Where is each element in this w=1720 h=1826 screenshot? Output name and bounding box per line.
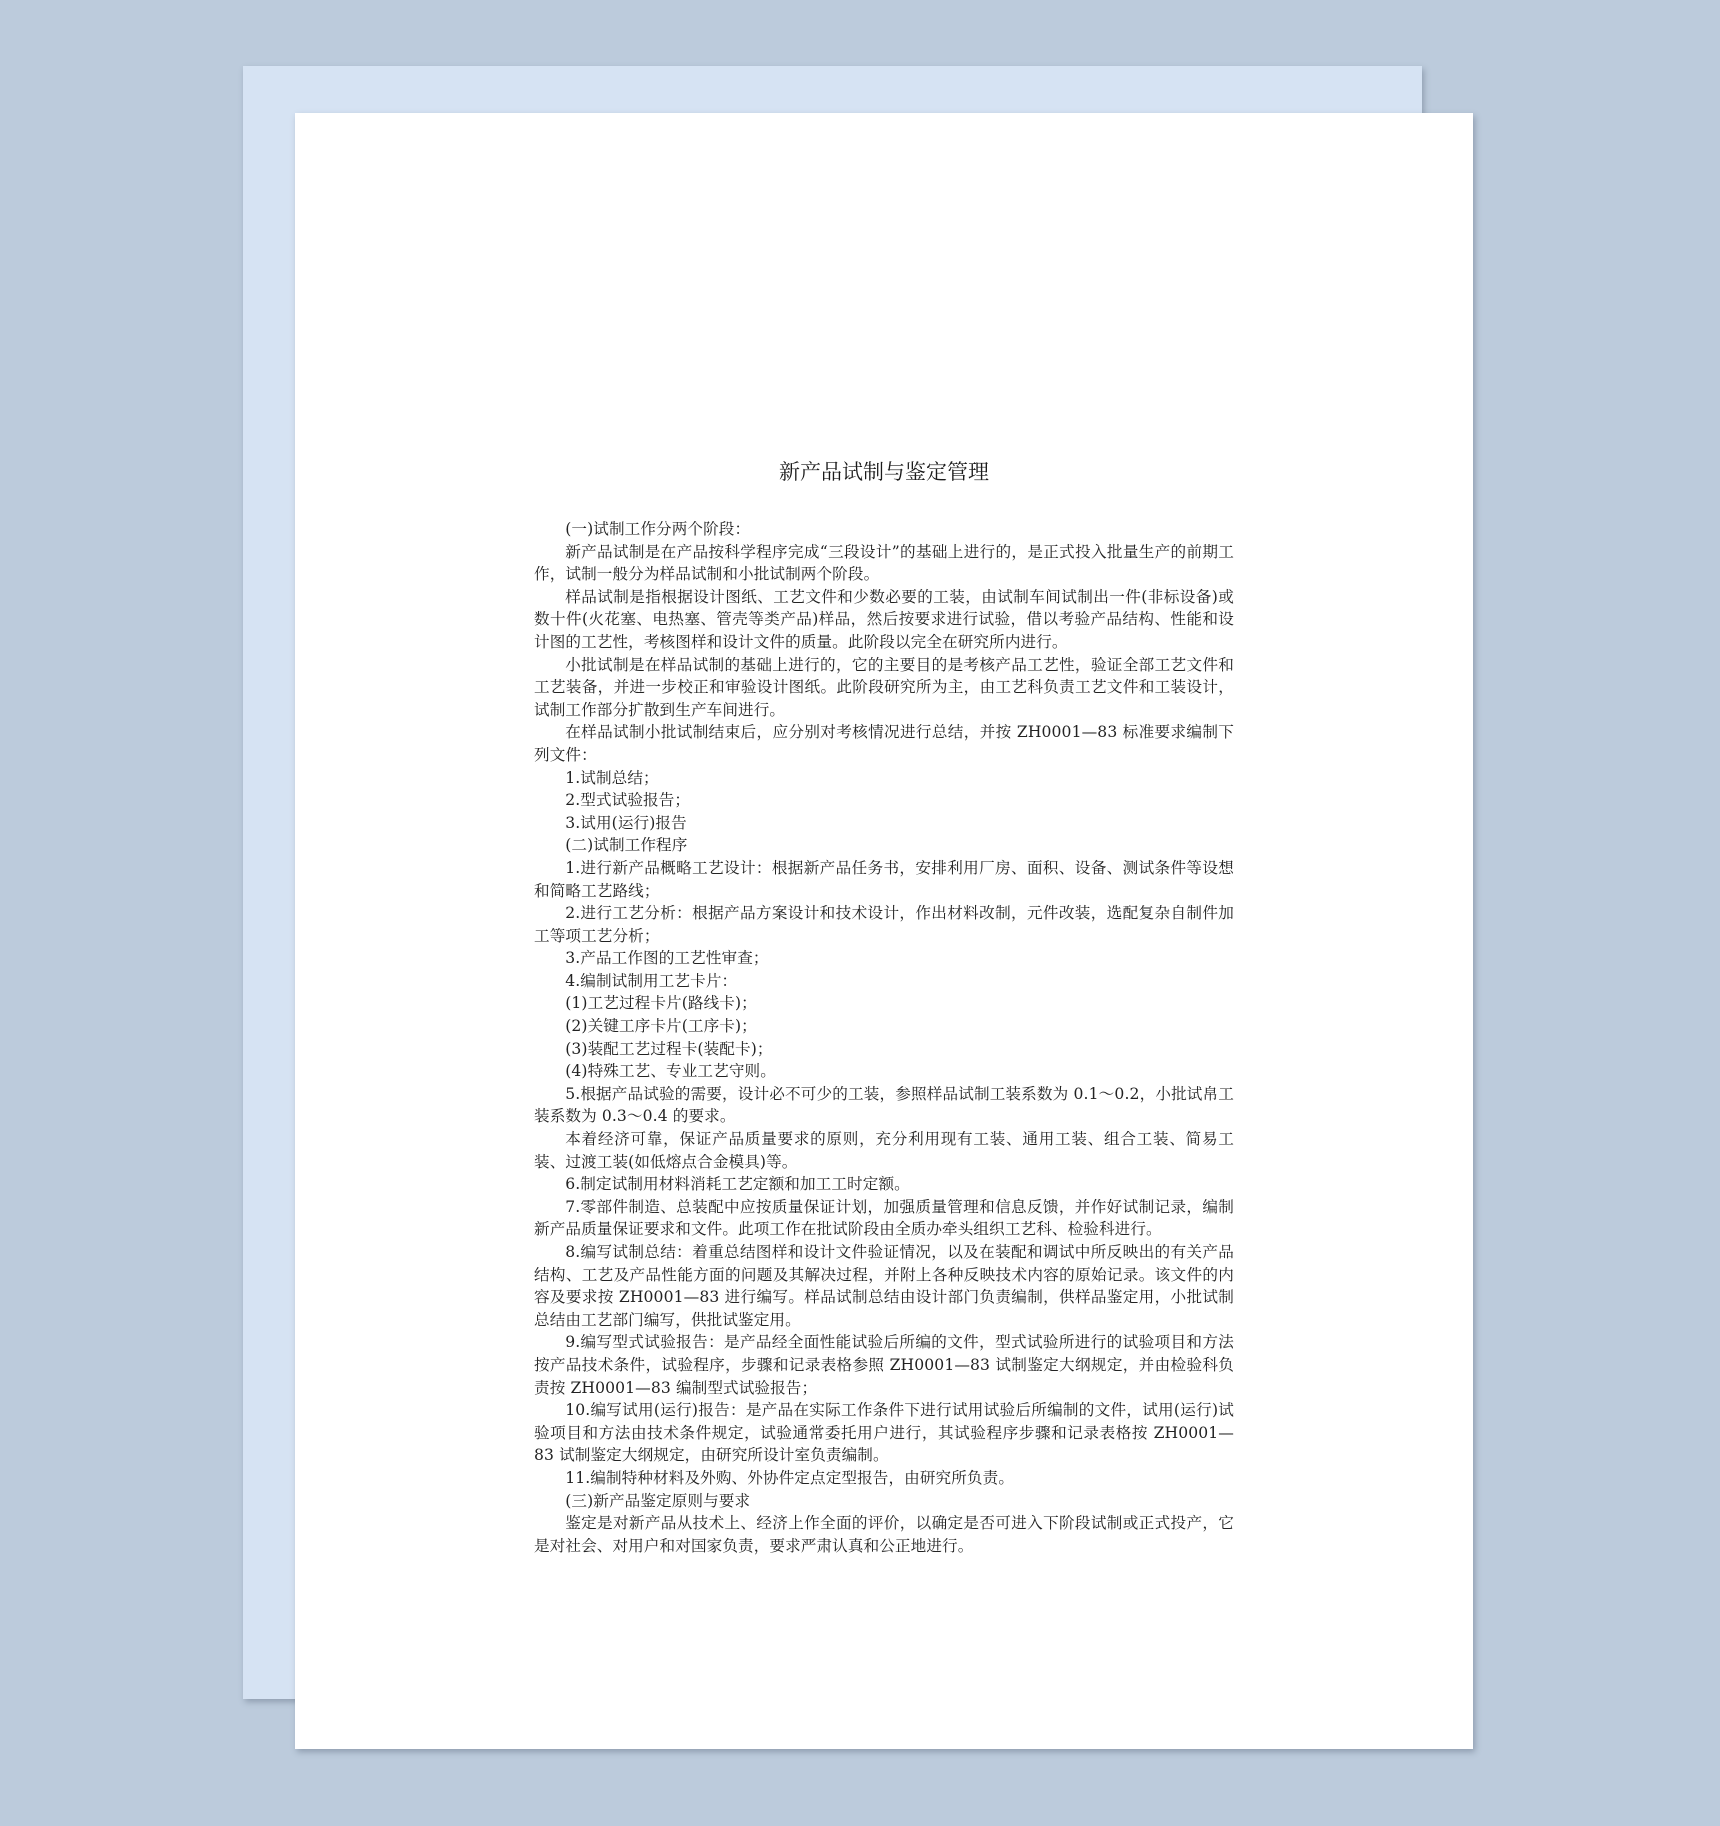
list-item: 9.编写型式试验报告：是产品经全面性能试验后所编的文件，型式试验所进行的试验项目和方法按产品技术条件，试验程序，步骤和记录表格参照 ZH0001—83 试制鉴定大纲规定，并由检验科负责按 ZH0001—83 编制型式试验报告； [534,1333,1234,1397]
list-item: (1)工艺过程卡片(路线卡)； [565,994,757,1013]
paragraph: 鉴定是对新产品从技术上、经济上作全面的评价，以确定是否可进入下阶段试制或正式投产，它是对社会、对用户和对国家负责，要求严肃认真和公正地进行。 [534,1514,1234,1555]
paragraph: 新产品试制是在产品按科学程序完成“三段设计”的基础上进行的，是正式投入批量生产的前期工作，试制一般分为样品试制和小批试制两个阶段。 [534,542,1234,584]
list-item: 5.根据产品试验的需要，设计必不可少的工装，参照样品试制工装系数为 0.1～0.2，小批试帛工装系数为 0.3～0.4 的要求。 [534,1084,1234,1126]
page-title: 新产品试制与鉴定管理 [779,460,989,484]
paragraph: 本着经济可靠，保证产品质量要求的原则，充分利用现有工装、通用工装、组合工装、简易工装、过渡工装(如低熔点合金模具)等。 [534,1130,1234,1171]
paragraph: 在样品试制小批试制结束后，应分别对考核情况进行总结，并按 ZH0001—83 标准要求编制下列文件： [534,723,1234,764]
list-item: (4)特殊工艺、专业工艺守则。 [565,1062,776,1081]
paragraph: 小批试制是在样品试制的基础上进行的，它的主要目的是考核产品工艺性，验证全部工艺文件和工艺装备，并进一步校正和审验设计图纸。此阶段研究所为主，由工艺科负责工艺文件和工装设计，试制工作部分扩散到生产车间进行。 [534,655,1234,719]
list-item: 3.试用(运行)报告 [565,813,687,832]
list-item: 6.制定试制用材料消耗工艺定额和加工工时定额。 [565,1175,910,1194]
list-item: (3)装配工艺过程卡(装配卡)； [565,1039,773,1058]
paragraph: (一)试制工作分两个阶段： [565,520,751,538]
list-item: 2.进行工艺分析：根据产品方案设计和技术设计，作出材料改制，元件改装，选配复杂自制件加工等项工艺分析； [534,904,1234,945]
list-item: 10.编写试用(运行)报告：是产品在实际工作条件下进行试用试验后所编制的文件，试用(运行)试验项目和方法由技术条件规定，试验通常委托用户进行，其试验程序步骤和记录表格按 ZH0001—83 试制鉴定大纲规定，由研究所设计室负责编制。 [534,1401,1234,1465]
list-item: 1.试制总结； [565,768,659,787]
list-item: 8.编写试制总结：着重总结图样和设计文件验证情况，以及在装配和调试中所反映出的有关产品结构、工艺及产品性能方面的问题及其解决过程，并附上各种反映技术内容的原始记录。该文件的内容及要求按 ZH0001—83 进行编写。样品试制总结由设计部门负责编制，供样品鉴定用，小批试制总结由工艺部门编写，供批试鉴定用。 [534,1243,1234,1329]
list-item: 3.产品工作图的工艺性审查； [565,949,769,968]
document-body [534,518,1234,1557]
list-item: 4.编制试制用工艺卡片： [565,971,738,990]
paragraph: 样品试制是指根据设计图纸、工艺文件和少数必要的工装，由试制车间试制出一件(非标设备)或数十件(火花塞、电热塞、管壳等类产品)样品，然后按要求进行试验，借以考验产品结构、性能和设计图的工艺性，考核图样和设计文件的质量。此阶段以完全在研究所内进行。 [534,587,1234,651]
list-item: (2)关键工序卡片(工序卡)； [565,1017,757,1036]
list-item: 7.零部件制造、总装配中应按质量保证计划，加强质量管理和信息反馈，并作好试制记录，编制新产品质量保证要求和文件。此项工作在批试阶段由全质办牵头组织工艺科、检验科进行。 [534,1197,1234,1239]
section-heading: (三)新产品鉴定原则与要求 [565,1491,751,1510]
list-item: 2.型式试验报告； [565,791,691,810]
section-heading: (二)试制工作程序 [565,836,688,855]
document-page [295,113,1473,1749]
list-item: 1.进行新产品概略工艺设计：根据新产品任务书，安排利用厂房、面积、设备、测试条件等设想和简略工艺路线； [534,858,1234,900]
list-item: 11.编制特种材料及外购、外协件定点定型报告，由研究所负责。 [565,1468,1015,1487]
